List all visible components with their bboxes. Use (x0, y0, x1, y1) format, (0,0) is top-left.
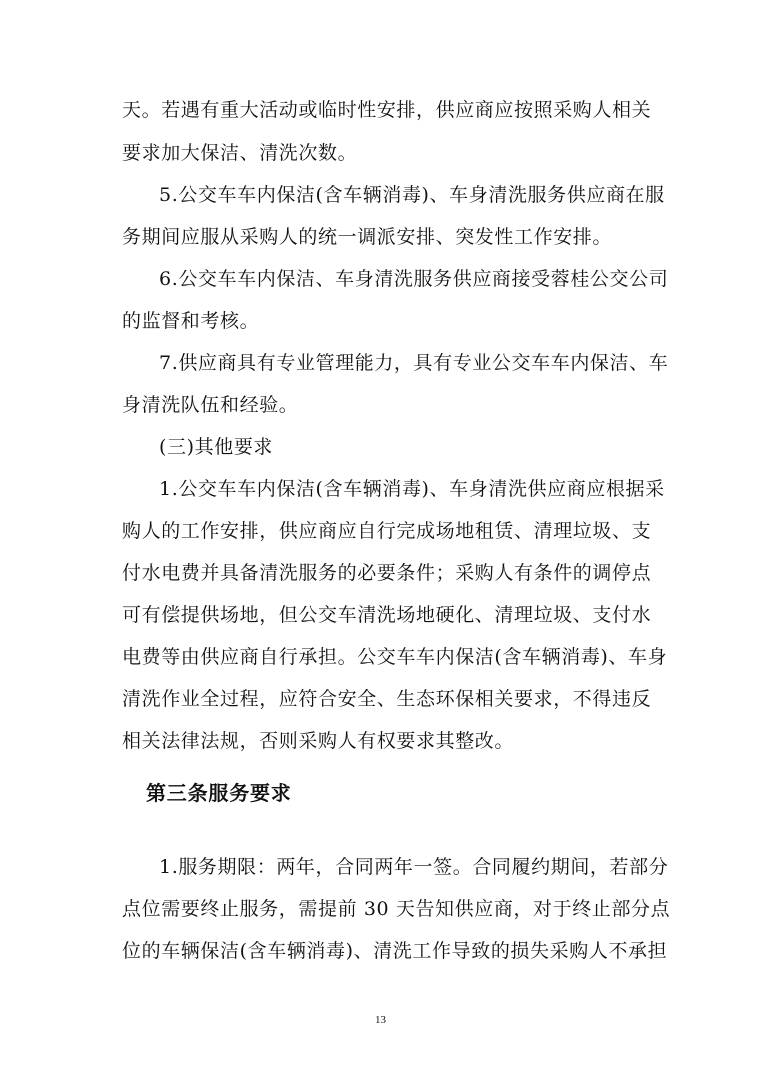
page-number: 13 (375, 1014, 386, 1026)
paragraph-line: 天。若遇有重大活动或临时性安排，供应商应按照采购人相关 (122, 99, 652, 121)
paragraph-line: 清洗作业全过程，应符合安全、生态环保相关要求，不得违反 (122, 688, 652, 710)
paragraph-line: 务期间应服从采购人的统一调派安排、突发性工作安排。 (122, 226, 613, 248)
paragraph-line: 位的车辆保洁(含车辆消毒)、清洗工作导致的损失采购人不承担 (122, 940, 668, 962)
paragraph-line: 身清洗队伍和经验。 (122, 394, 299, 416)
paragraph-line: 7.供应商具有专业管理能力，具有专业公交车车内保洁、车 (159, 352, 669, 374)
subsection-heading: (三)其他要求 (159, 436, 274, 458)
paragraph-line: 可有偿提供场地，但公交车清洗场地硬化、清理垃圾、支付水 (122, 604, 652, 626)
section-heading: 第三条服务要求 (146, 781, 292, 805)
paragraph-line: 购人的工作安排，供应商应自行完成场地租赁、清理垃圾、支 (122, 520, 652, 542)
paragraph-line: 的监督和考核。 (122, 310, 260, 332)
paragraph-line: 相关法律法规，否则采购人有权要求其整改。 (122, 730, 515, 752)
paragraph-line: 要求加大保洁、清洗次数。 (122, 142, 358, 164)
paragraph-line: 点位需要终止服务，需提前 30 天告知供应商，对于终止部分点 (122, 898, 671, 920)
paragraph-line: 1.服务期限：两年，合同两年一签。合同履约期间，若部分 (159, 856, 669, 878)
paragraph-line: 5.公交车车内保洁(含车辆消毒)、车身清洗服务供应商在服 (159, 184, 665, 206)
paragraph-line: 电费等由供应商自行承担。公交车车内保洁(含车辆消毒)、车身 (122, 646, 668, 668)
paragraph-line: 付水电费并具备清洗服务的必要条件；采购人有条件的调停点 (122, 562, 652, 584)
paragraph-line: 1.公交车车内保洁(含车辆消毒)、车身清洗供应商应根据采 (159, 478, 665, 500)
paragraph-line: 6.公交车车内保洁、车身清洗服务供应商接受蓉桂公交公司 (159, 268, 669, 290)
